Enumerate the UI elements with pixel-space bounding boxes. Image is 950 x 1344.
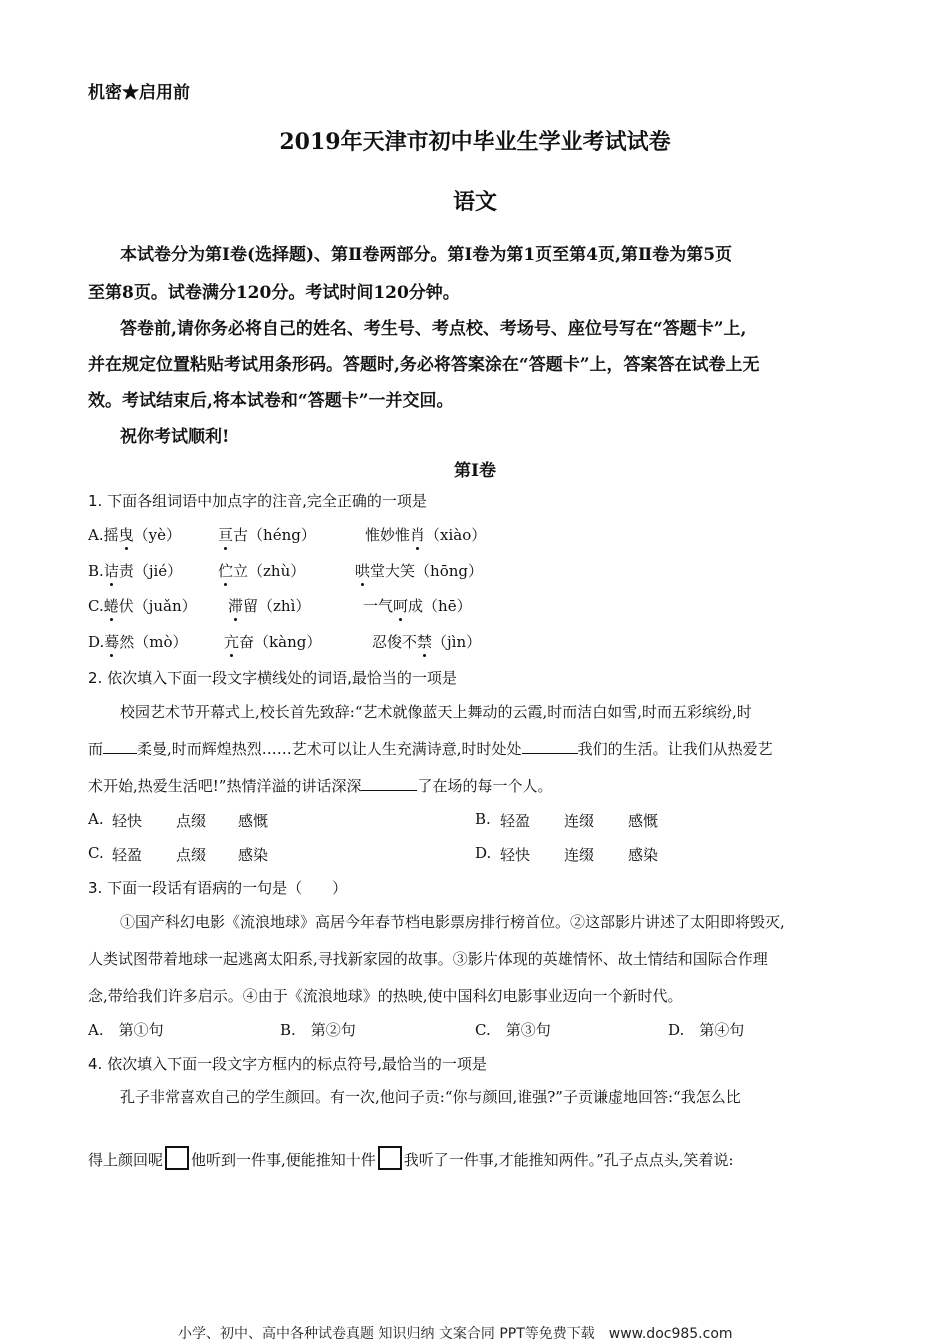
confidential-mark: 机密★启用前 — [88, 83, 190, 103]
q3-option-a: A. 第①句 — [88, 1021, 164, 1039]
q1-option-a-word2: 亘古（héng） — [218, 526, 316, 544]
q2-option-c-word: 点缀 — [176, 846, 207, 864]
q1-option-d-word2: 亢奋（kàng） — [224, 633, 322, 651]
subject-title: 语文 — [452, 189, 497, 215]
instructions-line: 并在规定位置粘贴考试用条形码。答题时,务必将答案涂在“答题卡”上，答案答在试卷上无 — [88, 355, 760, 375]
q2-option-d-word: 轻快 — [500, 846, 531, 864]
q1-option-b: B.诘责（jié） — [88, 562, 183, 580]
q1-option-c-word3: 一气呵成（hē） — [363, 597, 472, 615]
q3-stem: 3. 下面一段话有语病的一句是（ ） — [88, 879, 348, 897]
q1-stem: 1. 下面各组词语中加点字的注音,完全正确的一项是 — [88, 492, 427, 510]
q1-option-b-word3: 哄堂大笑（hōng） — [355, 562, 483, 580]
q2-option-d-word: 连缀 — [564, 846, 595, 864]
instructions-line: 效。考试结束后,将本试卷和“答题卡”一并交回。 — [88, 391, 454, 411]
q1-option-b-word2: 伫立（zhù） — [218, 562, 306, 580]
q3-option-c: C. 第③句 — [475, 1021, 551, 1039]
q3-passage-line: 念,带给我们许多启示。④由于《流浪地球》的热映,使中国科幻电影事业迈向一个新时代。 — [88, 987, 683, 1005]
q2-option-a: A. — [88, 810, 104, 828]
instructions-line: 至第8页。试卷满分120分。考试时间120分钟。 — [88, 283, 460, 303]
q4-stem: 4. 依次填入下面一段文字方框内的标点符号,最恰当的一项是 — [88, 1055, 487, 1073]
page-title: 2019年天津市初中毕业生学业考试试卷 — [279, 129, 671, 155]
section-heading: 第Ⅰ卷 — [454, 461, 496, 481]
q2-option-a-word: 点缀 — [176, 812, 207, 830]
q2-option-a-word: 轻快 — [112, 812, 143, 830]
q2-stem: 2. 依次填入下面一段文字横线处的词语,最恰当的一项是 — [88, 669, 457, 687]
q1-option-c: C.蜷伏（juǎn） — [88, 597, 197, 615]
footer-text: 小学、初中、高中各种试卷真题 知识归纳 文案合同 PPT等免费下载 www.doc985.com — [178, 1326, 733, 1342]
q3-passage-line: ①国产科幻电影《流浪地球》高居今年春节档电影票房排行榜首位。②这部影片讲述了太阳即将毁灭, — [120, 913, 785, 931]
q2-option-a-word: 感慨 — [238, 812, 269, 830]
q3-option-d: D. 第④句 — [668, 1021, 745, 1039]
q1-option-d: D.蓦然（mò） — [88, 633, 188, 651]
q2-passage-line: 而 柔曼,时而辉煌热烈……艺术可以让人生充满诗意,时时处处 我们的生活。让我们从热爱艺 — [88, 740, 773, 758]
q2-option-c: C. — [88, 844, 104, 862]
blank-3 — [361, 776, 417, 791]
blank-1 — [103, 739, 137, 754]
q2-option-c-word: 感染 — [238, 846, 269, 864]
q2-option-b: B. — [475, 810, 491, 828]
q4-passage-line: 得上颜回呢 他听到一件事,便能推知十件 我听了一件事,才能推知两件。”孔子点点头,笑着说: — [88, 1146, 734, 1170]
q2-option-b-word: 感慨 — [628, 812, 659, 830]
punctuation-box-2 — [378, 1146, 402, 1170]
q2-option-b-word: 轻盈 — [500, 812, 531, 830]
q1-option-d-word3: 忍俊不禁（jìn） — [372, 633, 482, 651]
good-luck-text: 祝你考试顺利! — [120, 427, 230, 447]
q2-passage-line: 术开始,热爱生活吧!”热情洋溢的讲话深深 了在场的每一个人。 — [88, 777, 553, 795]
q2-option-c-word: 轻盈 — [112, 846, 143, 864]
blank-2 — [522, 739, 578, 754]
q1-option-a-word3: 惟妙惟肖（xiào） — [365, 526, 487, 544]
q2-option-b-word: 连缀 — [564, 812, 595, 830]
q1-option-c-word2: 滞留（zhì） — [228, 597, 311, 615]
instructions-line: 本试卷分为第Ⅰ卷(选择题)、第Ⅱ卷两部分。第Ⅰ卷为第1页至第4页,第Ⅱ卷为第5页 — [120, 245, 733, 265]
instructions-line: 答卷前,请你务必将自己的姓名、考生号、考点校、考场号、座位号写在“答题卡”上, — [120, 319, 747, 339]
q2-option-d: D. — [475, 844, 492, 862]
q2-option-d-word: 感染 — [628, 846, 659, 864]
q1-option-a: A.摇曳（yè） — [88, 526, 181, 544]
punctuation-box-1 — [165, 1146, 189, 1170]
q3-option-b: B. 第②句 — [280, 1021, 356, 1039]
q4-passage-line: 孔子非常喜欢自己的学生颜回。有一次,他问子贡:“你与颜回,谁强?”子贡谦虚地回答:“我怎么比 — [120, 1088, 741, 1106]
q3-passage-line: 人类试图带着地球一起逃离太阳系,寻找新家园的故事。③影片体现的英雄情怀、故土情结和国际合作理 — [88, 950, 768, 968]
q2-passage-line: 校园艺术节开幕式上,校长首先致辞:“艺术就像蓝天上舞动的云霞,时而洁白如雪,时而五彩缤纷,时 — [120, 703, 752, 721]
